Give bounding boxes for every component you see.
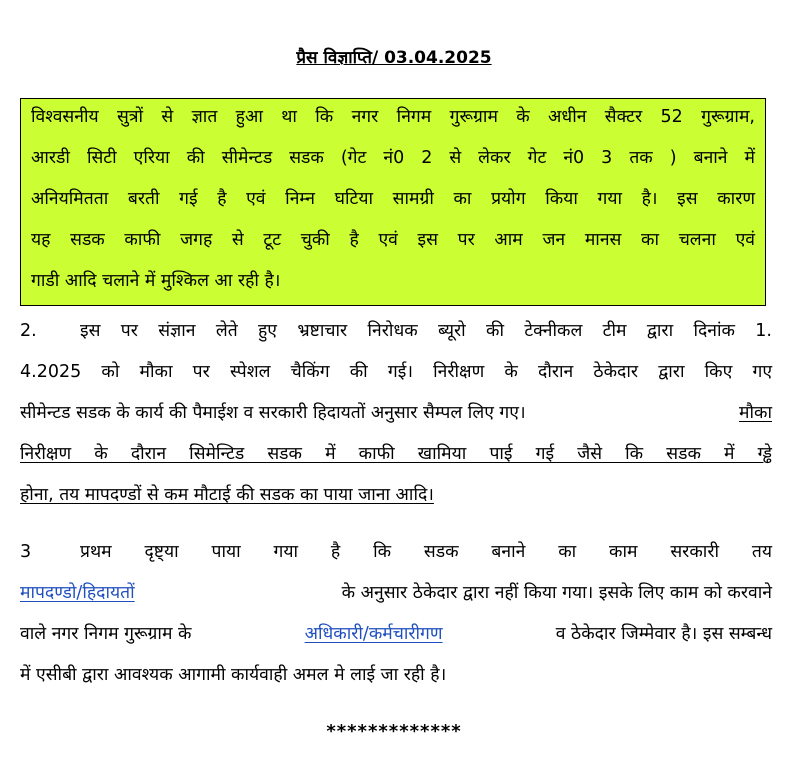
- para3-line: [20, 579, 772, 607]
- para2-line: इस पर संज्ञान लेते हुए भ्रष्टाचार निरोधक ब्यूरो की टेक्नीकल टीम द्वारा दिनांक 1.: [80, 321, 772, 341]
- hyperlink-text[interactable]: मापदण्डो/हिदायतों: [20, 583, 135, 603]
- para3-number: 3: [20, 542, 32, 562]
- underlined-text: मौका: [739, 403, 772, 423]
- para1-line: विश्वसनीय सुत्रों से ज्ञात हुआ था कि नगर निगम गुरूग्राम के अधीन सैक्टर 52 गुरूग्राम,: [31, 107, 755, 127]
- para3-line: [20, 620, 772, 648]
- para3-line-text: वाले नगर निगम गुरूग्राम के: [20, 624, 192, 644]
- para1-line: यह सडक काफी जगह से टूट चुकी है एवं इस पर आम जन मानस का चलना एवं: [31, 230, 755, 250]
- para3-line: प्रथम दृष्ट्या पाया गया है कि सडक बनाने का काम सरकारी तय: [80, 542, 772, 562]
- press-release-title: प्रैस विज्ञाप्ति/ 03.04.2025: [296, 48, 492, 68]
- para3-line-text: के अनुसार ठेकेदार द्वारा नहीं किया गया। इसके लिए काम को करवाने: [341, 583, 772, 603]
- para3-line-text: व ठेकेदार जिम्मेवार है। इस सम्बन्ध: [555, 624, 772, 644]
- para1-line: अनियमितता बरती गई है एवं निम्न घटिया सामग्री का प्रयोग किया गया है। इस कारण: [31, 189, 755, 209]
- para2-line: [20, 399, 772, 427]
- para1-line: आरडी सिटी एरिया की सीमेन्टड सडक (गेट नं0 2 से लेकर गेट नं0 3 तक ) बनाने में: [31, 148, 755, 168]
- para2-line: 4.2025 को मौका पर स्पेशल चैकिंग की गई। निरीक्षण के दौरान ठेकेदार द्वारा किए गए: [20, 362, 772, 382]
- hyperlink-text[interactable]: अधिकारी/कर्मचारीगण: [304, 624, 443, 644]
- para1-line: गाडी आदि चलाने में मुश्किल आ रही है।: [31, 271, 281, 291]
- highlighted-paragraph: [20, 98, 766, 306]
- underlined-text: निरीक्षण के दौरान सिमेन्टिड सडक में काफी खामिया पाई गई जैसे कि सडक में ग्ड्ढे: [20, 444, 772, 464]
- para2-number: 2.: [20, 321, 37, 341]
- para3-line: में एसीबी द्वारा आवश्यक आगामी कार्यवाही अमल मे लाई जा रही है।: [20, 665, 447, 685]
- underlined-text: होना, तय मापदण्डों से कम मौटाई की सडक का पाया जाना आदि।: [20, 485, 434, 505]
- closing-stars: *************: [326, 721, 462, 742]
- para2-line-text: सीमेन्टड सडक के कार्य की पैमाईश व सरकारी हिदायतों अनुसार सैम्पल लिए गए।: [20, 403, 526, 423]
